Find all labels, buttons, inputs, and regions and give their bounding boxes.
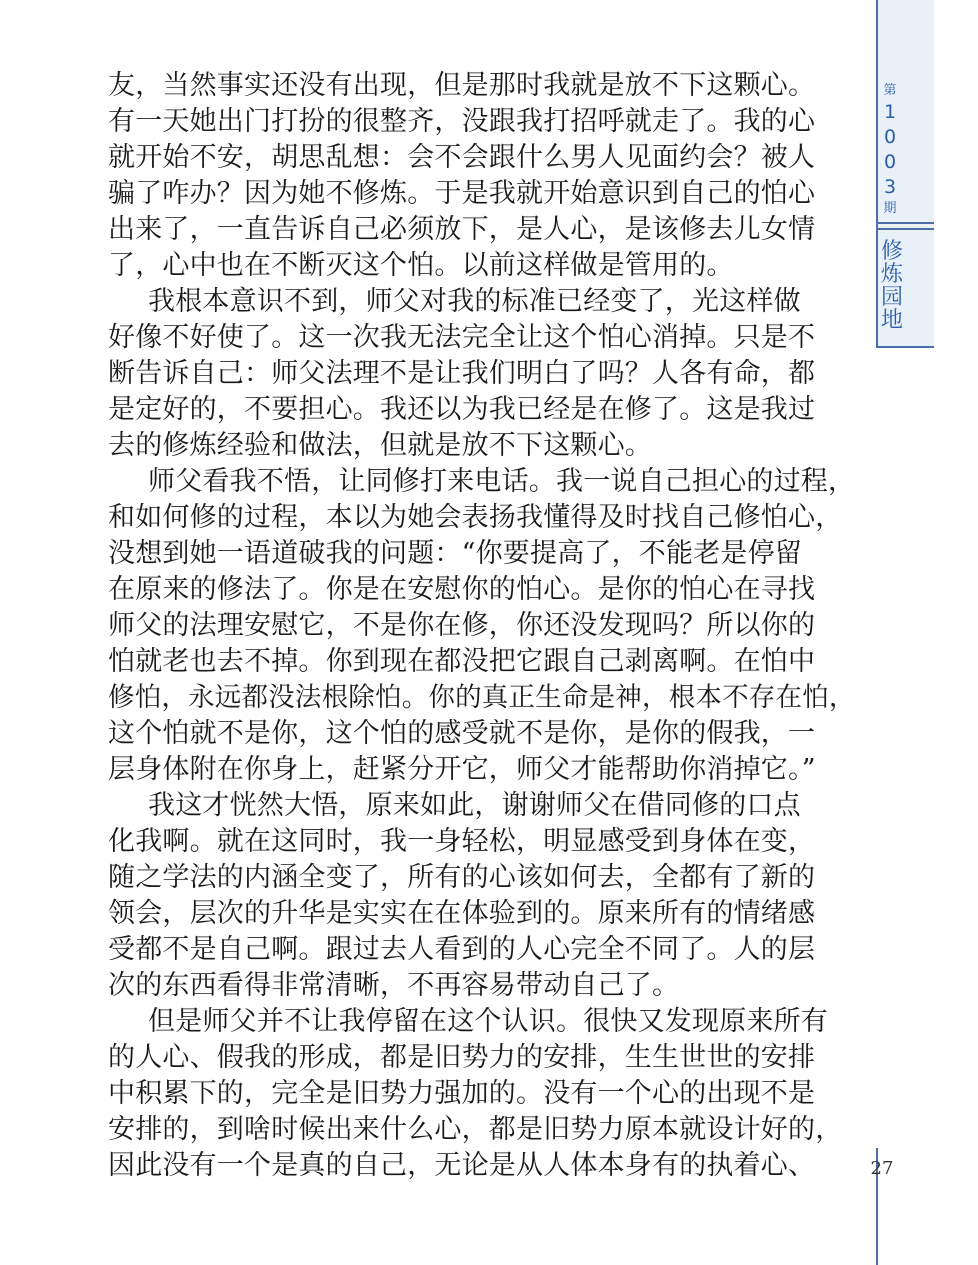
text-line: 我这才恍然大悟，原来如此，谢谢师父在借同修的口点 xyxy=(148,790,801,821)
text-line: 师父看我不悟，让同修打来电话。我一说自己担心的过程， xyxy=(148,466,856,497)
text-line: 好像不好使了。这一次我无法完全让这个怕心消掉。只是不 xyxy=(108,322,816,353)
text-line: 有一天她出门打扮的很整齐，没跟我打招呼就走了。我的心 xyxy=(108,106,816,137)
text-line: 是定好的，不要担心。我还以为我已经是在修了。这是我过 xyxy=(108,394,816,425)
section-char: 园 xyxy=(880,285,903,310)
text-line: 领会，层次的升华是实实在在体验到的。原来所有的情绪感 xyxy=(108,898,816,929)
sidebar-divider-2 xyxy=(877,228,934,230)
issue-digit: 3 xyxy=(883,176,897,198)
article-body xyxy=(108,68,856,1184)
text-line: 出来了，一直告诉自己必须放下，是人心，是该修去儿女情 xyxy=(108,214,816,245)
text-line: 就开始不安，胡思乱想：会不会跟什么男人见面约会？被人 xyxy=(108,142,816,173)
text-line: 化我啊。就在这同时，我一身轻松，明显感受到身体在变， xyxy=(108,826,816,857)
sidebar-divider-1 xyxy=(877,222,934,224)
section-char: 地 xyxy=(880,308,903,333)
text-line: 随之学法的内涵全变了，所有的心该如何去，全都有了新的 xyxy=(108,862,816,893)
text-line: 受都不是自己啊。跟过去人看到的人心完全不同了。人的层 xyxy=(108,934,816,965)
sidebar-bottom-rule xyxy=(877,346,934,348)
page-number: 27 xyxy=(870,1158,894,1179)
issue-number xyxy=(877,82,903,218)
issue-digit: 0 xyxy=(883,151,897,173)
text-line: 中积累下的，完全是旧势力强加的。没有一个心的出现不是 xyxy=(108,1078,816,1109)
issue-prefix: 第 xyxy=(883,83,897,98)
text-line: 友，当然事实还没有出现，但是那时我就是放不下这颗心。 xyxy=(108,70,816,101)
section-char: 炼 xyxy=(880,262,903,287)
text-line: 的人心、假我的形成，都是旧势力的安排，生生世世的安排 xyxy=(108,1042,816,1073)
issue-digit: 0 xyxy=(883,126,897,148)
text-line: 和如何修的过程，本以为她会表扬我懂得及时找自己修怕心， xyxy=(108,502,843,533)
issue-digit: 1 xyxy=(883,101,897,123)
text-line: 但是师父并不让我停留在这个认识。很快又发现原来所有 xyxy=(148,1006,828,1037)
section-title xyxy=(879,240,905,332)
issue-suffix: 期 xyxy=(883,201,897,216)
text-line: 了，心中也在不断灭这个怕。以前这样做是管用的。 xyxy=(108,250,734,281)
text-line: 安排的，到啥时候出来什么心，都是旧势力原本就设计好的， xyxy=(108,1114,843,1145)
text-line: 没想到她一语道破我的问题：“你要提高了，不能老是停留 xyxy=(108,538,803,569)
text-line: 去的修炼经验和做法，但就是放不下这颗心。 xyxy=(108,430,652,461)
text-line: 断告诉自己：师父法理不是让我们明白了吗？人各有命，都 xyxy=(108,358,816,389)
text-line: 骗了咋办？因为她不修炼。于是我就开始意识到自己的怕心 xyxy=(108,178,816,209)
text-line: 层身体附在你身上，赶紧分开它，师父才能帮助你消掉它。” xyxy=(108,754,816,785)
text-line: 因此没有一个是真的自己，无论是从人体本身有的执着心、 xyxy=(108,1150,816,1181)
text-line: 次的东西看得非常清晰，不再容易带动自己了。 xyxy=(108,970,680,1001)
text-line: 师父的法理安慰它，不是你在修，你还没发现吗？所以你的 xyxy=(108,610,816,641)
text-line: 这个怕就不是你，这个怕的感受就不是你，是你的假我，一 xyxy=(108,718,816,749)
text-line: 修怕，永远都没法根除怕。你的真正生命是神，根本不存在怕， xyxy=(108,682,856,713)
text-line: 在原来的修法了。你是在安慰你的怕心。是你的怕心在寻找 xyxy=(108,574,816,605)
section-char: 修 xyxy=(880,239,903,264)
text-line: 我根本意识不到，师父对我的标准已经变了，光这样做 xyxy=(148,286,801,317)
text-line: 怕就老也去不掉。你到现在都没把它跟自己剥离啊。在怕中 xyxy=(108,646,816,677)
